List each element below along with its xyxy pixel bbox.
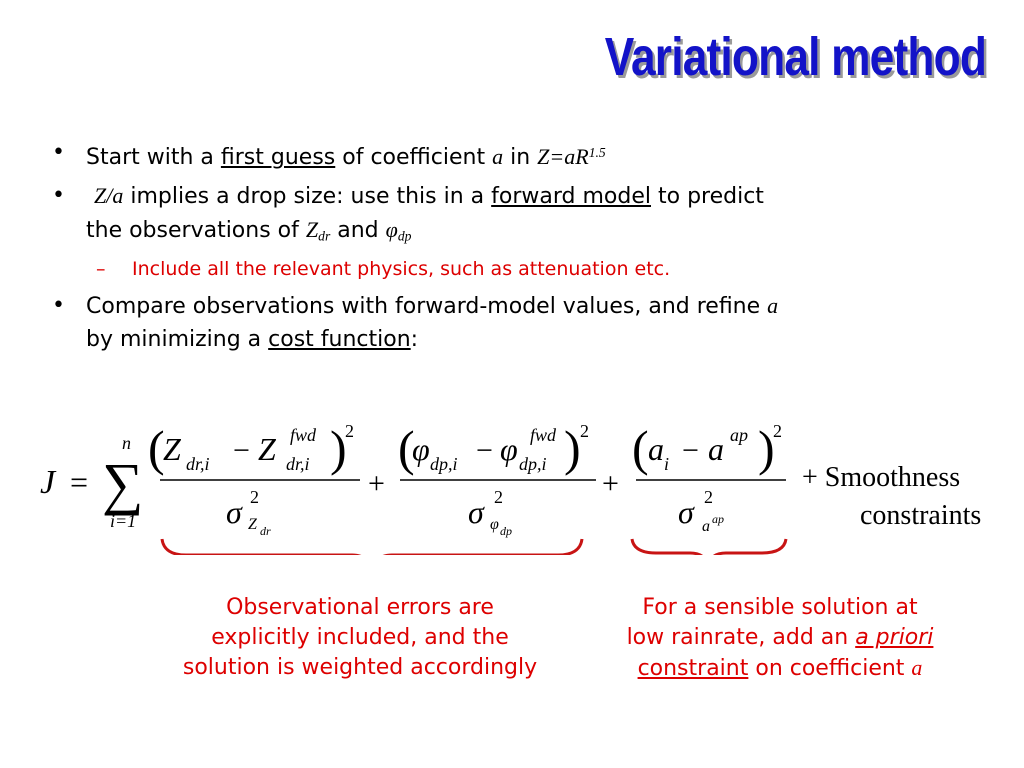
bullet-dot-icon: •	[52, 293, 65, 319]
caption-right-line2: low rainrate, add an	[626, 625, 856, 650]
right-brace-icon	[632, 539, 786, 555]
caption-right-line1: For a sensible solution at	[642, 595, 918, 620]
eq-Z1: Z	[163, 431, 181, 467]
eq-constraints: constraints	[860, 500, 982, 531]
phidp-symbol: φ	[385, 216, 398, 242]
eq-phi1: φ	[412, 431, 430, 467]
eq-sigma2-sq: 2	[494, 487, 503, 507]
eq-sigma2-subsub: dp	[500, 524, 512, 538]
sub-bullet-physics	[50, 255, 990, 283]
bullet1-text-mid: of coefficient	[335, 144, 493, 170]
power-law-exponent: 1.5	[588, 145, 606, 160]
sub-bullet-text: Include all the relevant physics, such as attenuation etc.	[132, 258, 671, 281]
eq-Z2-sup: fwd	[290, 425, 317, 445]
eq-plus2: +	[602, 467, 619, 500]
bullet2-text1: implies a drop size: use this in a	[123, 183, 492, 209]
bullet1-in: in	[503, 144, 538, 170]
left-brace-icon	[162, 539, 582, 555]
eq-sigma3: σ	[678, 494, 694, 530]
paren-icon: (	[148, 420, 165, 476]
eq-sigma2: σ	[468, 494, 484, 530]
eq-a1: a	[648, 431, 664, 467]
bullet-forward-model	[50, 179, 990, 252]
summation-icon: ∑	[102, 451, 144, 516]
eq-upper-limit: n	[122, 433, 131, 453]
phidp-subscript: dp	[397, 228, 412, 244]
bullet2-line2: the observations of	[86, 217, 306, 243]
eq-phi2-sup: fwd	[530, 425, 557, 445]
bullet2-and: and	[330, 217, 386, 243]
eq-square3: 2	[773, 421, 782, 441]
eq-sigma1-sq: 2	[250, 487, 259, 507]
eq-sigma2-sub: φ	[490, 516, 499, 533]
eq-J: J	[40, 464, 56, 501]
bullet-cost-function	[50, 289, 990, 356]
bullet3-colon: :	[410, 327, 419, 353]
caption-coefficient-a: a	[911, 655, 923, 680]
eq-sigma3-subsup: ap	[712, 512, 724, 526]
bullet-list	[50, 136, 990, 361]
eq-sigma1: σ	[226, 494, 242, 530]
eq-minus3: −	[682, 434, 699, 467]
coefficient-a: a	[492, 143, 504, 169]
eq-sigma3-sq: 2	[704, 487, 713, 507]
bullet3-line2: by minimizing a	[86, 327, 269, 353]
power-law-formula: Z=aR	[537, 143, 589, 169]
eq-sigma1-sub: Z	[248, 516, 257, 533]
eq-minus2: −	[476, 434, 493, 467]
eq-square1: 2	[345, 421, 354, 441]
eq-Z2: Z	[258, 431, 276, 467]
eq-sigma1-subsub: dr	[260, 524, 271, 538]
eq-equals: =	[70, 464, 89, 500]
eq-a2-sup: ap	[730, 425, 748, 445]
dash-icon: –	[96, 258, 106, 281]
eq-square2: 2	[580, 421, 589, 441]
eq-minus1: −	[233, 434, 250, 467]
paren-icon: )	[564, 420, 581, 476]
eq-lower-limit: i=1	[110, 511, 137, 531]
bullet-dot-icon: •	[52, 140, 65, 165]
eq-phi2: φ	[500, 431, 518, 467]
paren-icon: (	[398, 420, 415, 476]
eq-phi1-sub: dp,i	[430, 454, 458, 474]
paren-icon: )	[330, 420, 347, 476]
zdr-symbol: Z	[305, 216, 319, 242]
eq-Z2-sub: dr,i	[286, 454, 310, 474]
eq-a1-sub: i	[664, 454, 670, 474]
zdr-subscript: dr	[318, 228, 331, 244]
bullet1-text: Start with a	[86, 144, 221, 170]
eq-smoothness: + Smoothness	[802, 462, 961, 493]
z-over-a: Z/a	[94, 182, 124, 208]
forward-model-link: forward model	[491, 183, 651, 209]
bullet-dot-icon: •	[52, 182, 65, 208]
first-guess-link: first guess	[220, 144, 336, 170]
bullet3-text1: Compare observations with forward-model values, and refine	[86, 294, 768, 320]
eq-a2: a	[708, 431, 724, 467]
constraint-link: constraint	[637, 656, 749, 681]
eq-Z1-sub: dr,i	[186, 454, 210, 474]
caption-left-line1: Observational errors are	[226, 595, 494, 620]
caption-left-line2: explicitly included, and the	[211, 625, 509, 650]
caption-observational-errors	[120, 593, 600, 683]
slide-title: Variational method	[604, 27, 986, 87]
coefficient-a-2: a	[767, 293, 779, 319]
bullet-first-guess	[50, 136, 990, 174]
paren-icon: )	[758, 420, 775, 476]
a-priori-link: a priori	[855, 625, 934, 650]
caption-right-line3: on coefficient	[748, 656, 912, 681]
cost-function-link: cost function	[268, 327, 411, 353]
eq-plus1: +	[368, 467, 385, 500]
paren-icon: (	[632, 420, 649, 476]
caption-a-priori	[585, 593, 975, 684]
caption-left-line3: solution is weighted accordingly	[182, 655, 538, 680]
eq-sigma3-sub: a	[702, 518, 710, 535]
eq-phi2-sub: dp,i	[519, 454, 547, 474]
bullet2-text2: to predict	[651, 183, 764, 209]
